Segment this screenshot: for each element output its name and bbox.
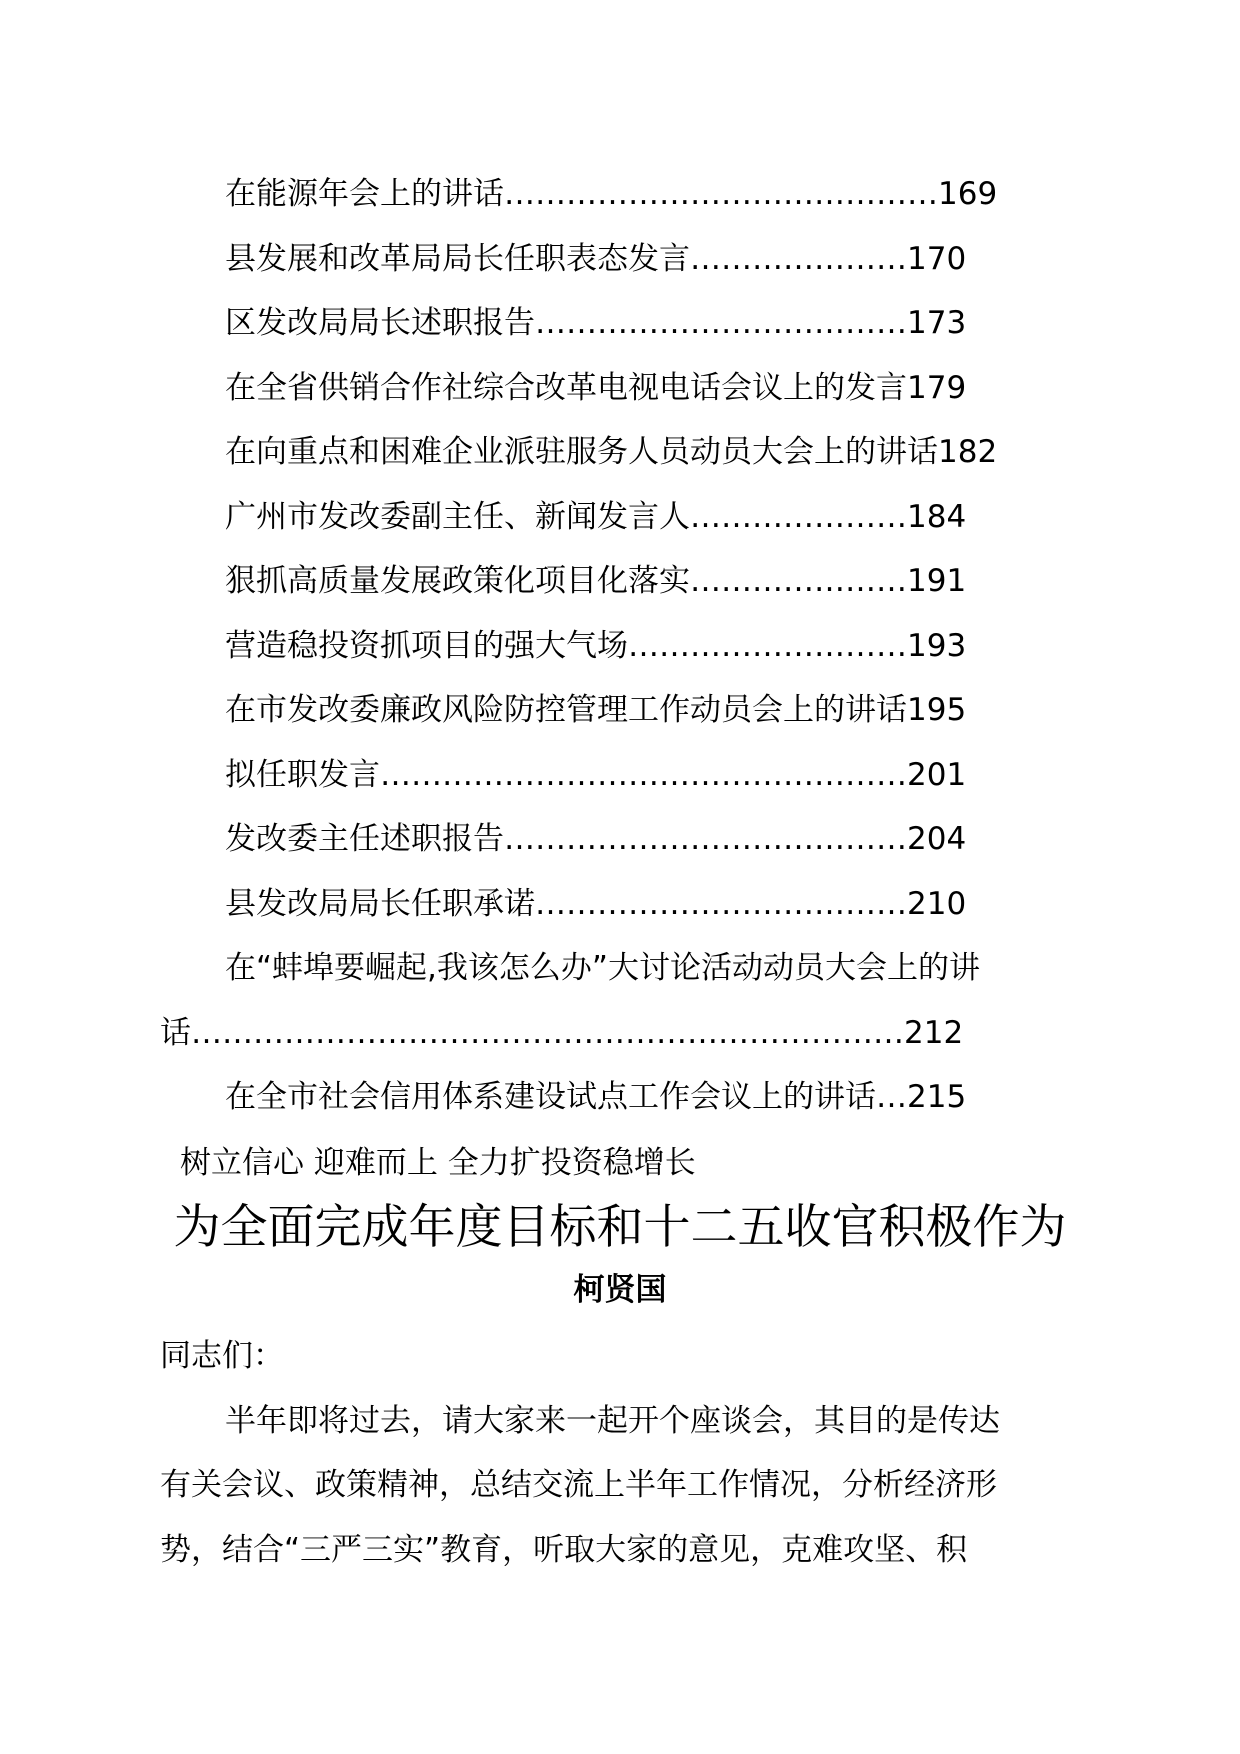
article-title: 为全面完成年度目标和十二五收官积极作为 xyxy=(173,1200,1067,1255)
toc-entry: 拟任职发言……………………………………………201 xyxy=(225,757,967,793)
toc-entry: 广州市发改委副主任、新闻发言人…………………184 xyxy=(225,499,967,535)
toc-entry: 在市发改委廉政风险防控管理工作动员会上的讲话195 xyxy=(225,692,967,728)
toc-entry: 发改委主任述职报告…………………………………204 xyxy=(225,821,967,857)
toc-entry-wrapped-line2: 话……………………………………………………………212 xyxy=(160,1015,964,1051)
toc-entry: 狠抓高质量发展政策化项目化落实…………………191 xyxy=(225,563,967,599)
toc-entry: 在全省供销合作社综合改革电视电话会议上的发言179 xyxy=(225,370,967,406)
toc-entry: 县发展和改革局局长任职表态发言…………………170 xyxy=(225,241,967,277)
paragraph-line: 有关会议、政策精神，总结交流上半年工作情况，分析经济形 xyxy=(160,1467,997,1503)
paragraph-line: 势，结合“三严三实”教育，听取大家的意见，克难攻坚、积 xyxy=(160,1532,968,1568)
toc-entry: 营造稳投资抓项目的强大气场………………………193 xyxy=(225,628,967,664)
toc-entry: 在向重点和困难企业派驻服务人员动员大会上的讲话182 xyxy=(225,434,998,470)
paragraph-line: 半年即将过去，请大家来一起开个座谈会，其目的是传达 xyxy=(225,1403,1000,1439)
toc-entry: 在全市社会信用体系建设试点工作会议上的讲话…215 xyxy=(225,1079,967,1115)
article-subtitle: 树立信心 迎难而上 全力扩投资稳增长 xyxy=(180,1145,696,1181)
toc-entry-wrapped-line1: 在“蚌埠要崛起,我该怎么办”大讨论活动动员大会上的讲 xyxy=(225,950,980,986)
toc-entry: 区发改局局长述职报告………………………………173 xyxy=(225,305,967,341)
toc-entry: 在能源年会上的讲话……………………………………169 xyxy=(225,176,998,212)
article-author: 柯贤国 xyxy=(573,1272,667,1308)
toc-entry: 县发改局局长任职承诺………………………………210 xyxy=(225,886,967,922)
salutation: 同志们： xyxy=(160,1338,284,1374)
